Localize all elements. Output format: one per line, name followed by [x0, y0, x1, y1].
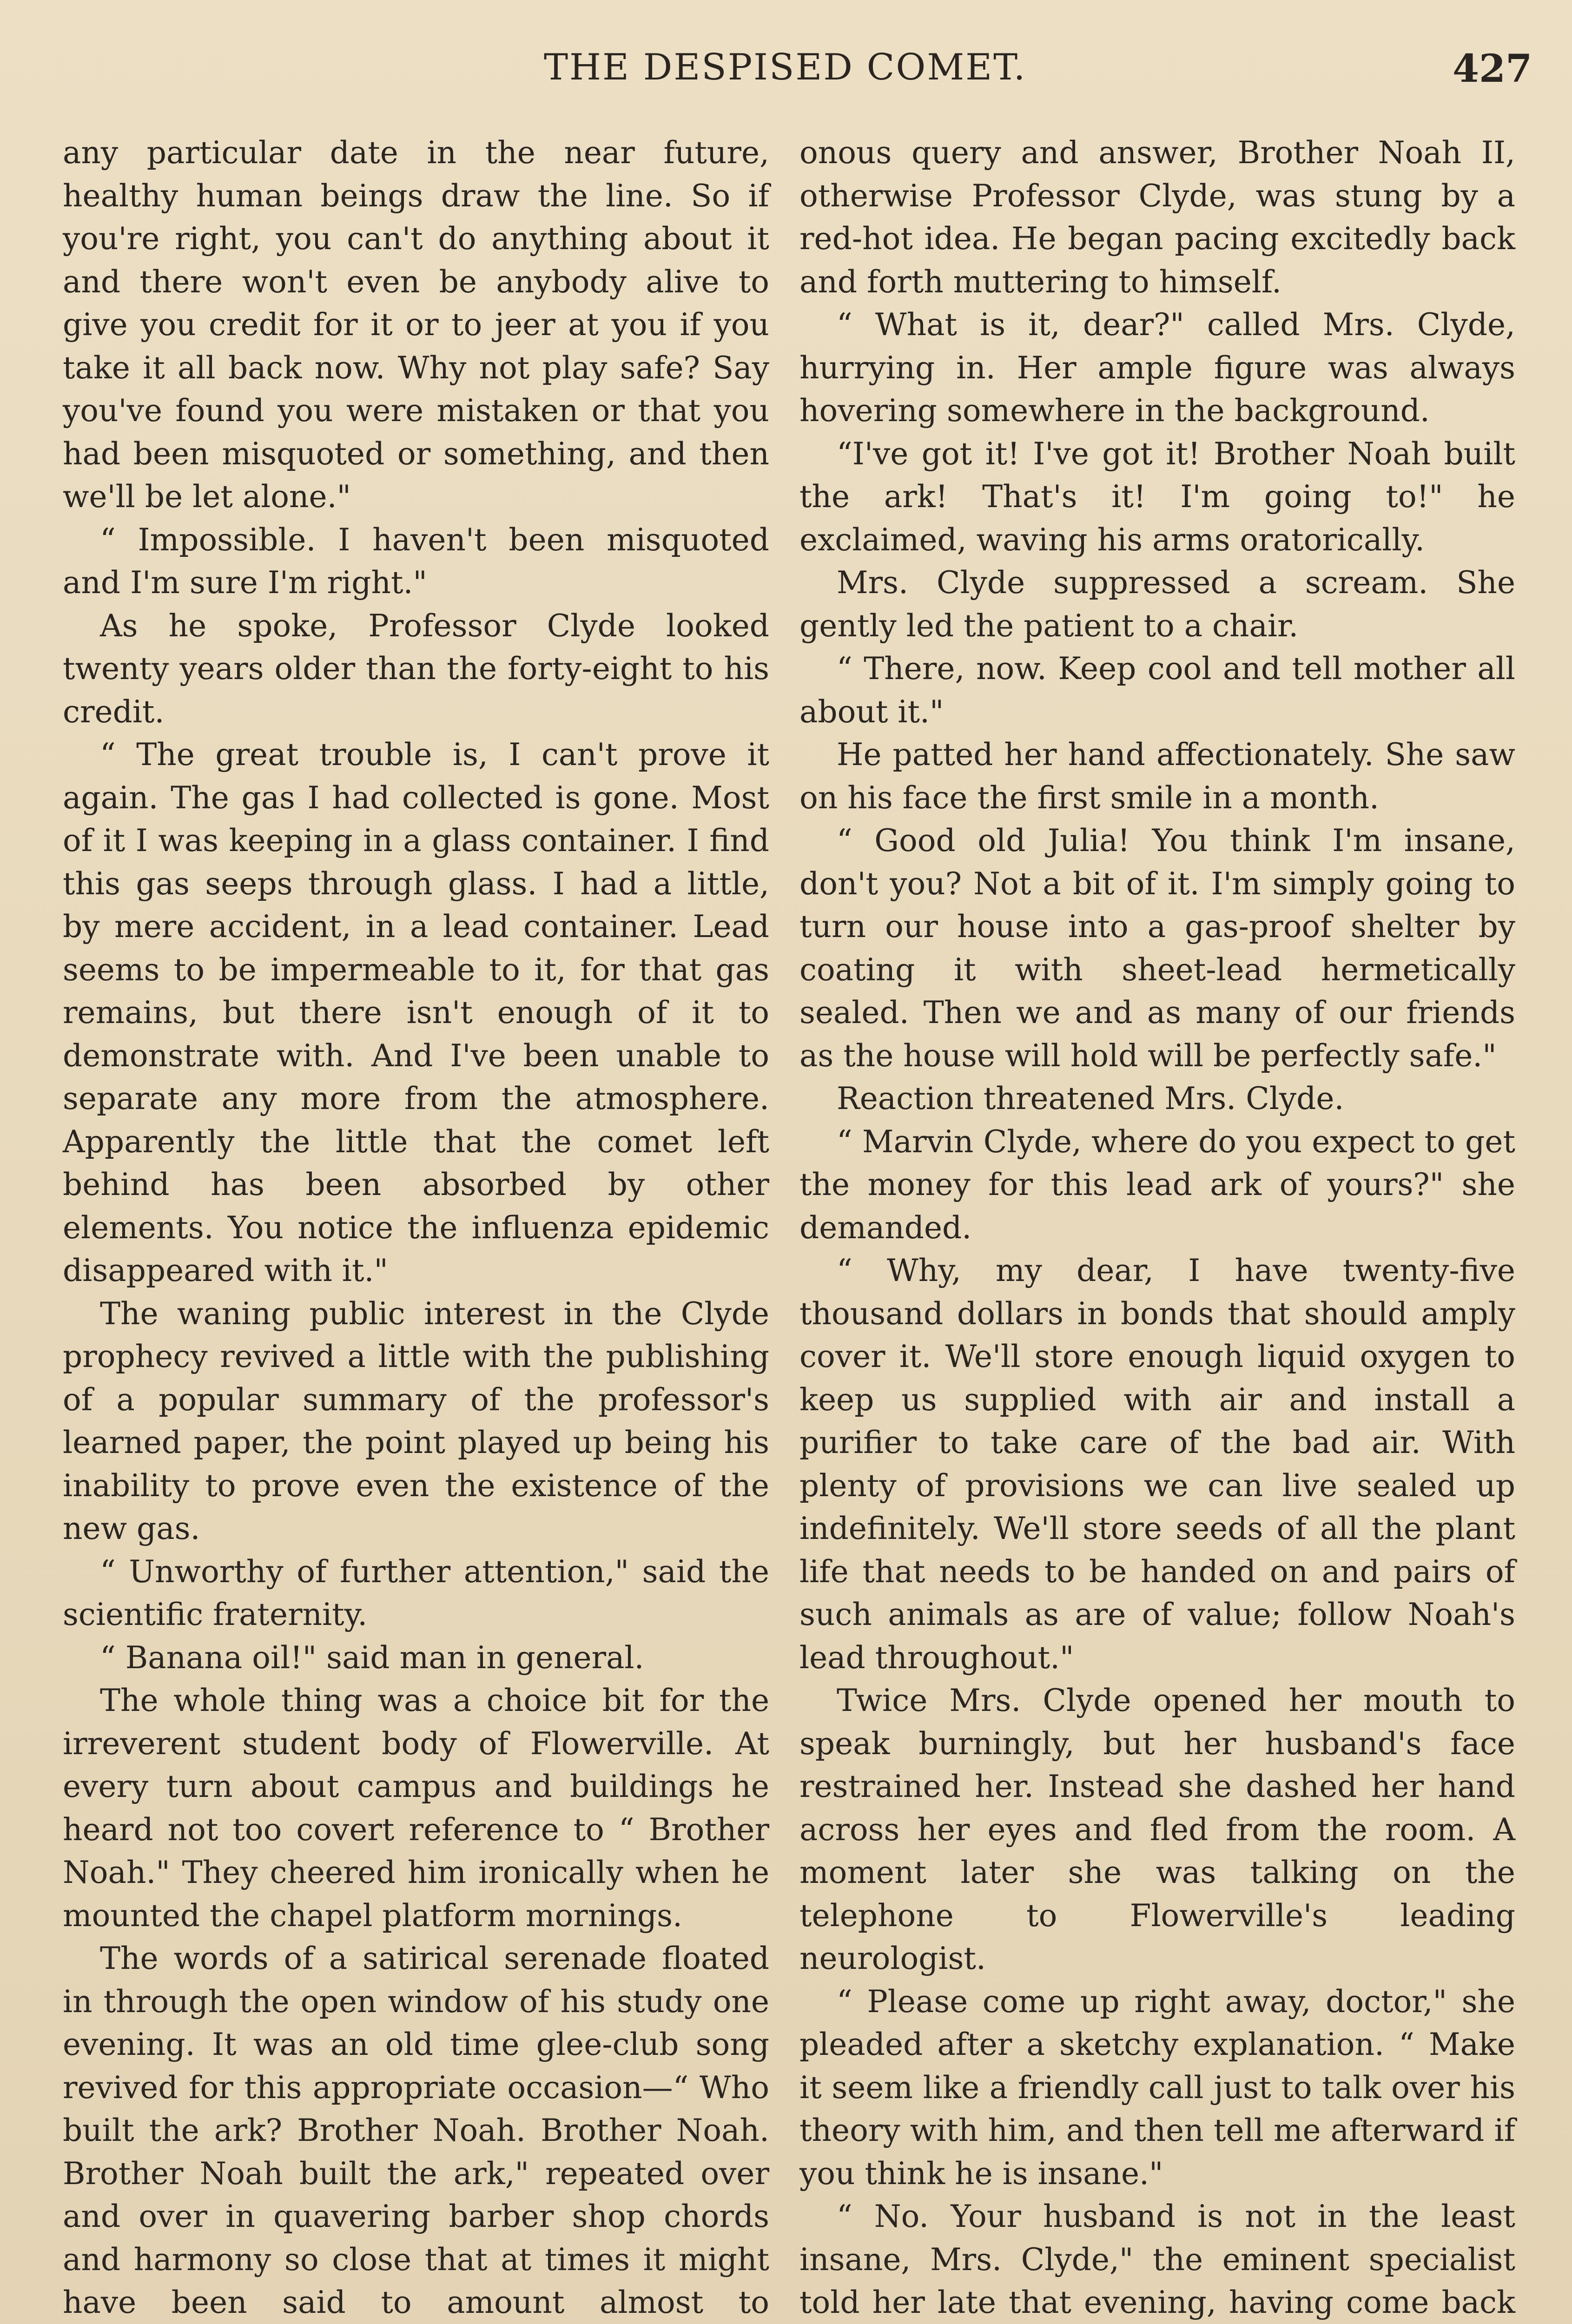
paragraph: “ Banana oil!" said man in general.	[100, 1639, 644, 1676]
paragraph: “ Please come up right away, doctor," she pleaded after a sketchy explanation. “ Make it seem like a friendly call just to talk over his theory with him, and then tell me afterward if you think he is insane."	[799, 1983, 1515, 2192]
paragraph: “ No. Your husband is not in the least insane, Mrs. Clyde," the eminent specialist told her late that evening, having come back	[799, 2199, 1515, 2320]
paragraph: “ There, now. Keep cool and tell mother all about it."	[799, 651, 1515, 730]
paragraph: Reaction threatened Mrs. Clyde.	[837, 1081, 1344, 1116]
right-column	[799, 132, 1515, 2324]
paragraph: The words of a satirical serenade floated in through the open window of his study one evening. It was an old time glee-club song revived for this appropriate occasion—“ Who built the ark? Brother Noah. Brother Noah. Brother Noah built the ark," repeated over and over in quavering barber shop chords and harmony so close that at times it might have been said to amount almost to	[63, 1941, 769, 2320]
paragraph: The whole thing was a choice bit for the irreverent student body of Flowerville. At every turn about campus and buildings he heard not too covert reference to “ Brother Noah." They cheered him ironically when he mounted the chapel platform mornings.	[63, 1683, 769, 1934]
paragraph: Mrs. Clyde suppressed a scream. She gently led the patient to a chair.	[799, 565, 1515, 644]
paragraph: “ Good old Julia! You think I'm insane, don't you? Not a bit of it. I'm simply going to turn our house into a gas-proof shelter by coating it with sheet-lead hermetically sealed. Then we and as many of our friends as the house will hold will be perfectly safe."	[799, 823, 1515, 1074]
paragraph: “ Impossible. I haven't been misquoted and I'm sure I'm right."	[63, 522, 769, 601]
paragraph: “ The great trouble is, I can't prove it again. The gas I had collected is gone. Most of it I was keeping in a glass container. I find this gas seeps through glass. I had a little, by mere accident, in a lead container. Lead seems to be impermeable to it, for that gas remains, but there isn't enough of it to demonstrate with. And I've been unable to separate any more from the atmosphere. Apparently the little that the comet left behind has been absorbed by other elements. You notice the influenza epidemic disappeared with it."	[63, 737, 769, 1288]
paragraph: As he spoke, Professor Clyde looked twenty years older than the forty-eight to his credit.	[63, 607, 769, 730]
page-header	[0, 46, 1572, 98]
paragraph: “ Why, my dear, I have twenty-five thousand dollars in bonds that should amply cover it. We'll store enough liquid oxygen to keep us supplied with air and install a purifier to take care of the bad air. With plenty of provisions we can live sealed up indefinitely. We'll store seeds of all the plant life that needs to be handed on and pairs of such animals as are of value; follow Noah's lead throughout."	[799, 1253, 1515, 1676]
paragraph: “ Unworthy of further attention," said the scientific fraternity.	[63, 1553, 769, 1632]
paragraph: “ What is it, dear?" called Mrs. Clyde, hurrying in. Her ample figure was always hovering somewhere in the background.	[799, 307, 1515, 429]
left-column	[63, 132, 769, 2324]
paragraph: “ Marvin Clyde, where do you expect to get the money for this lead ark of yours?" she demanded.	[799, 1123, 1515, 1246]
paragraph: “I've got it! I've got it! Brother Noah built the ark! That's it! I'm going to!" he exclaimed, waving his arms oratorically.	[799, 436, 1515, 558]
page-number: 427	[1453, 46, 1532, 91]
paragraph: Twice Mrs. Clyde opened her mouth to speak burningly, but her husband's face restrained her. Instead she dashed her hand across her eyes and fled from the room. A moment later she was talking on the telephone to Flowerville's leading neurologist.	[799, 1683, 1515, 1976]
running-title: THE DESPISED COMET.	[544, 46, 1027, 88]
paragraph: The waning public interest in the Clyde prophecy revived a little with the publishing of a popular summary of the professor's learned paper, the point played up being his inability to prove even the existence of the new gas.	[63, 1295, 769, 1546]
paragraph: He patted her hand affectionately. She saw on his face the first smile in a month.	[799, 737, 1515, 816]
paragraph: onous query and answer, Brother Noah II, otherwise Professor Clyde, was stung by a red-hot idea. He began pacing excitedly back and forth muttering to himself.	[799, 135, 1515, 300]
paragraph: any particular date in the near future, healthy human beings draw the line. So if you're right, you can't do anything about it and there won't even be anybody alive to give you credit for it or to jeer at you if you take it all back now. Why not play safe? Say you've found you were mistaken or that you had been misquoted or something, and then we'll be let alone."	[63, 135, 769, 515]
